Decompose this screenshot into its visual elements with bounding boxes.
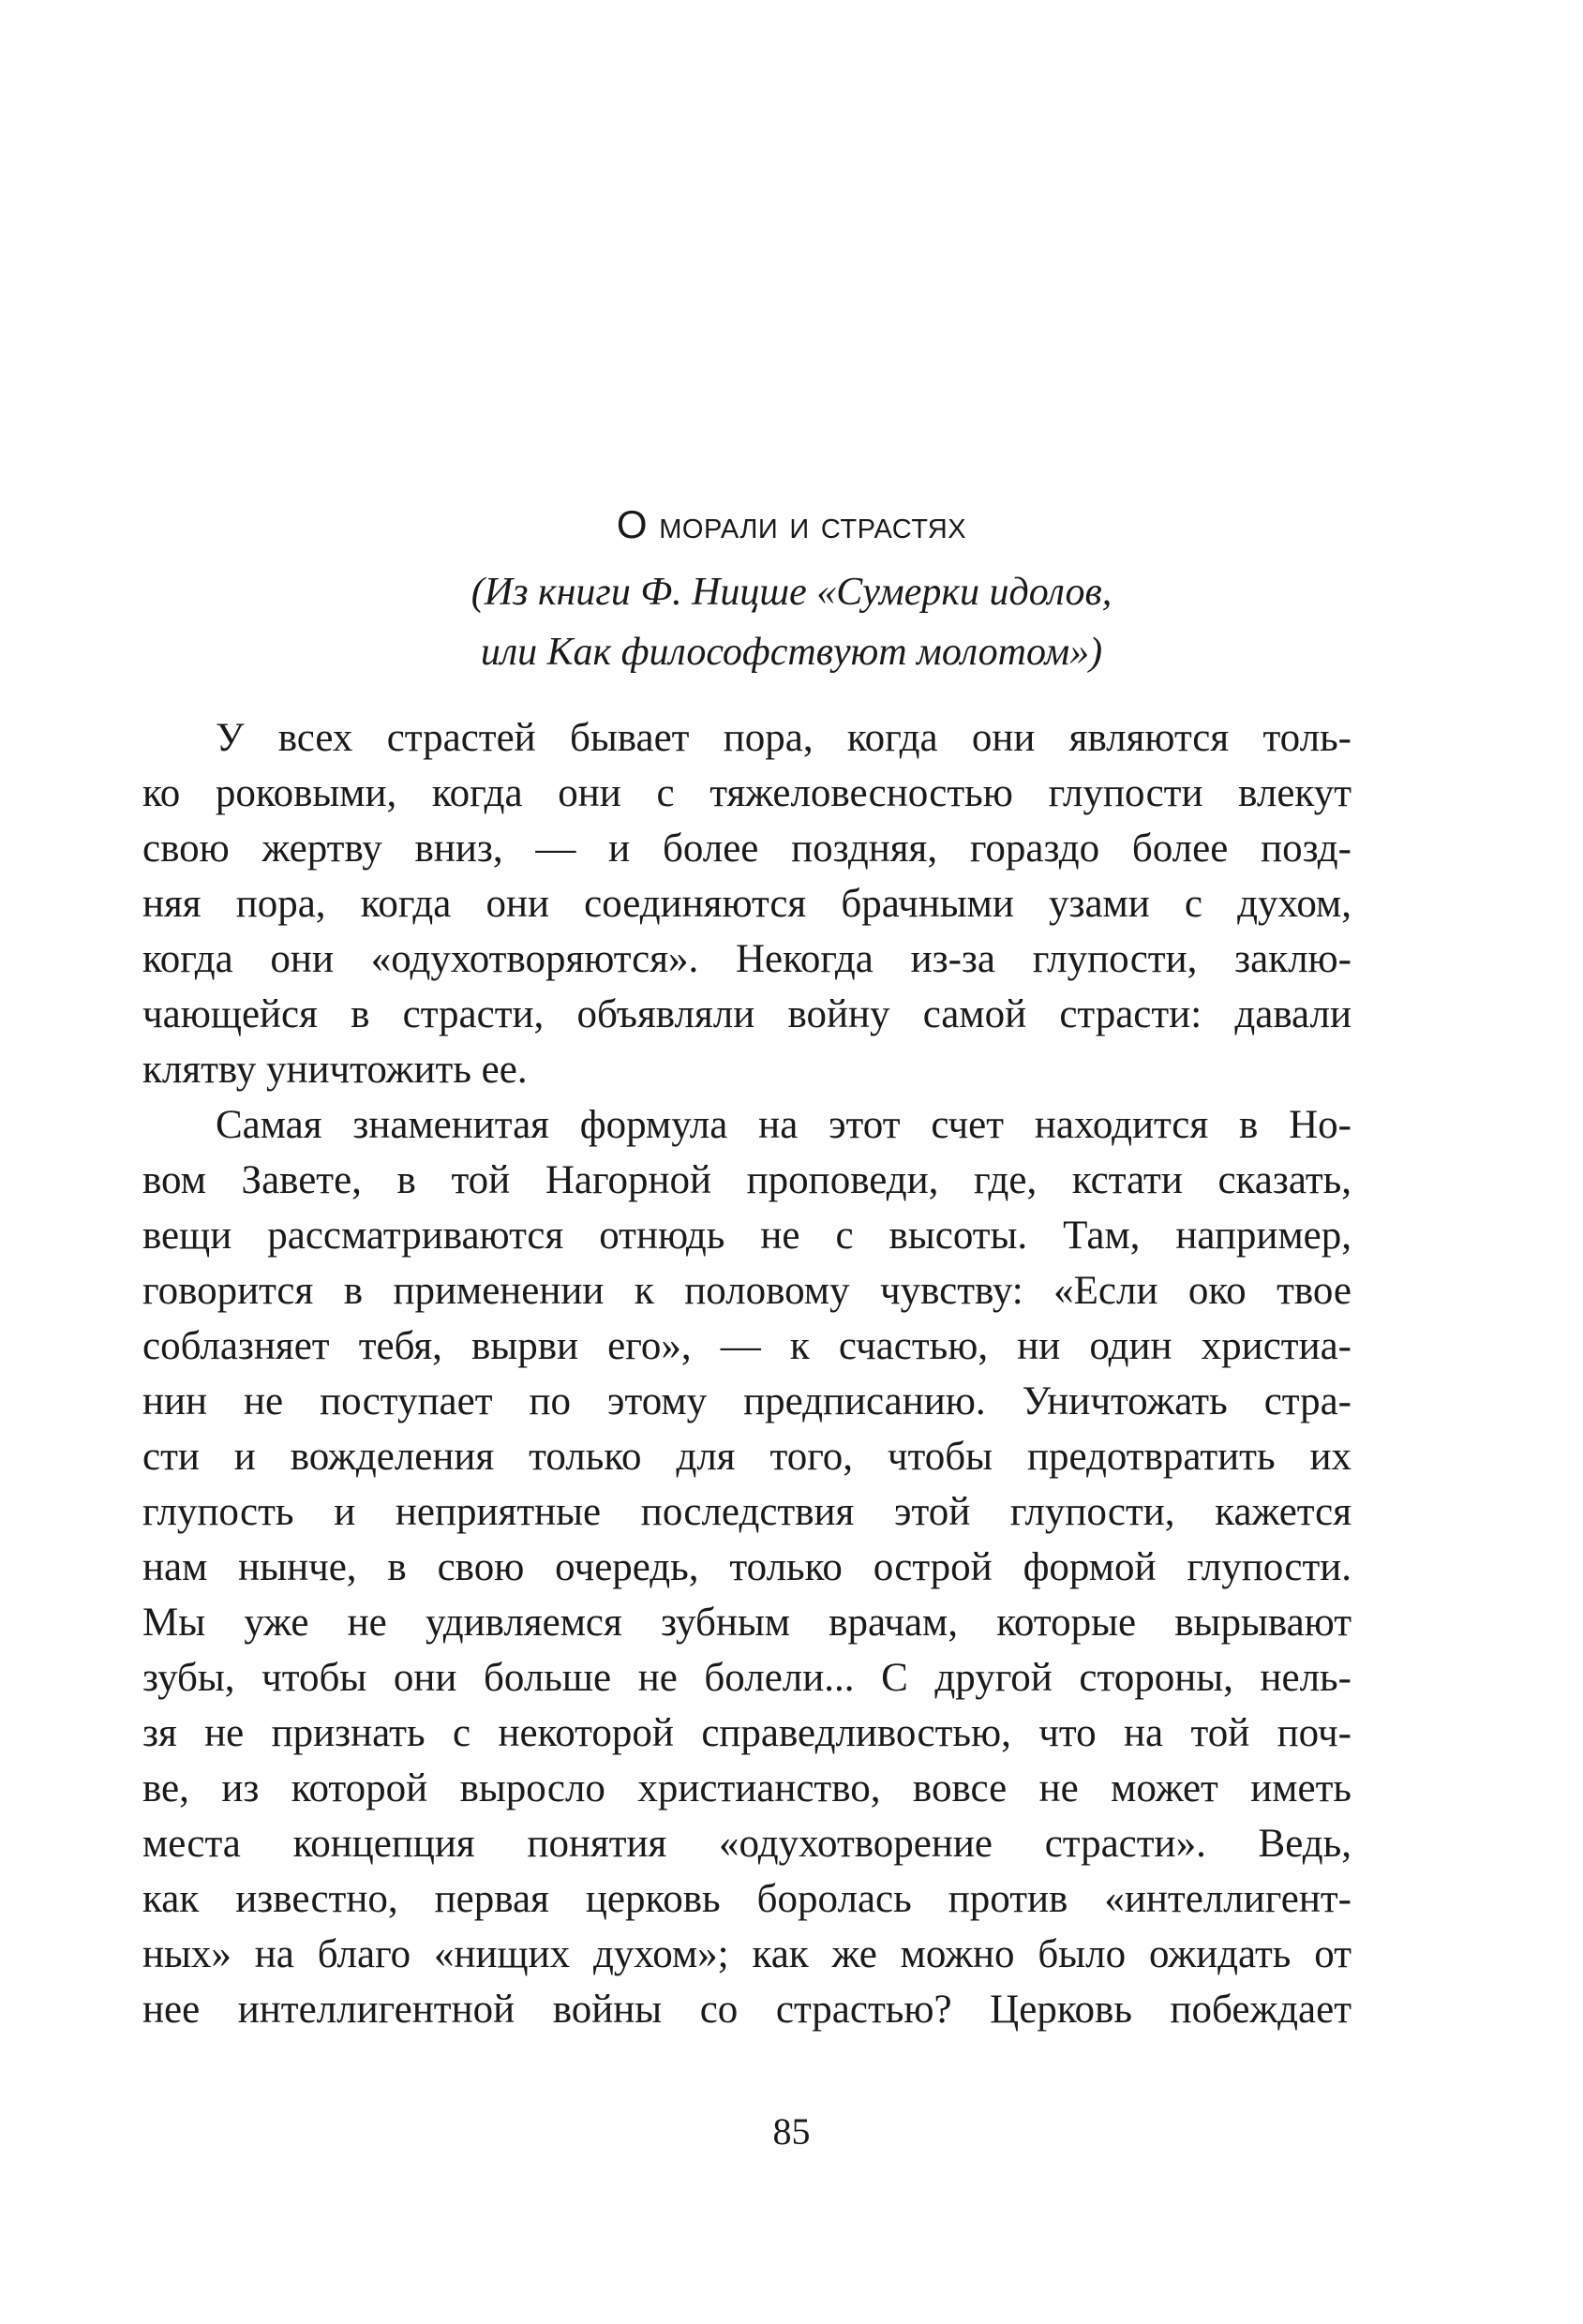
text-line: ве, из которой выросло христианство, вовсе не может иметь	[142, 1766, 1352, 1810]
text-line: У всех страстей бывает пора, когда они являются толь-	[216, 716, 1352, 760]
text-line: места концепция понятия «одухотворение страсти». Ведь,	[142, 1822, 1352, 1866]
text-line: свою жертву вниз, — и более поздняя, гораздо более позд-	[142, 827, 1352, 871]
text-line: няя пора, когда они соединяются брачными узами с духом,	[142, 882, 1352, 926]
text-line: зя не признать с некоторой справедливостью, что на той поч-	[142, 1711, 1352, 1755]
text-line: ко роковыми, когда они с тяжеловесностью глупости влекут	[142, 771, 1352, 815]
text-line: ных» на благо «нищих духом»; как же можно было ожидать от	[142, 1932, 1352, 1976]
paragraph	[142, 1097, 1352, 2037]
text-line: зубы, чтобы они больше не болели... С другой стороны, нель-	[142, 1656, 1352, 1700]
text-line: нам нынче, в свою очередь, только острой формой глупости.	[142, 1545, 1352, 1589]
text-line: нин не поступает по этому предписанию. Уничтожать стра-	[142, 1379, 1352, 1423]
subtitle-line: или Как философствуют молотом»)	[480, 631, 1103, 674]
text-line: чающейся в страсти, объявляли войну самой страсти: давали	[142, 992, 1352, 1036]
text-line: вом Завете, в той Нагорной проповеди, где, кстати сказать,	[142, 1158, 1352, 1202]
text-line: когда они «одухотворяются». Некогда из-за глупости, заклю-	[142, 937, 1352, 981]
subtitle-line: (Из книги Ф. Ницше «Сумерки идолов,	[470, 571, 1113, 614]
paragraph	[142, 710, 1352, 1097]
text-line: нее интеллигентной войны со страстью? Церковь побеждает	[142, 1988, 1352, 2032]
chapter-title: О морали и страстях	[616, 502, 967, 546]
text-line: сти и вожделения только для того, чтобы предотвратить их	[142, 1435, 1352, 1479]
chapter-subtitle	[0, 562, 1583, 682]
body-text	[142, 710, 1352, 2037]
page-number: 85	[772, 2110, 811, 2153]
text-line: глупость и неприятные последствия этой глупости, кажется	[142, 1490, 1352, 1534]
text-line: говорится в применении к половому чувству: «Если око твое	[142, 1269, 1352, 1313]
text-line: Самая знаменитая формула на этот счет находится в Но-	[216, 1103, 1352, 1147]
text-line: Мы уже не удивляемся зубным врачам, которые вырывают	[142, 1601, 1352, 1645]
text-line: как известно, первая церковь боролась против «интеллигент-	[142, 1877, 1352, 1921]
text-line: клятву уничтожить ее.	[142, 1048, 528, 1092]
text-line: вещи рассматриваются отнюдь не с высоты. Там, например,	[142, 1214, 1352, 1258]
text-line: соблазняет тебя, вырви его», — к счастью, ни один христиа-	[142, 1324, 1352, 1368]
